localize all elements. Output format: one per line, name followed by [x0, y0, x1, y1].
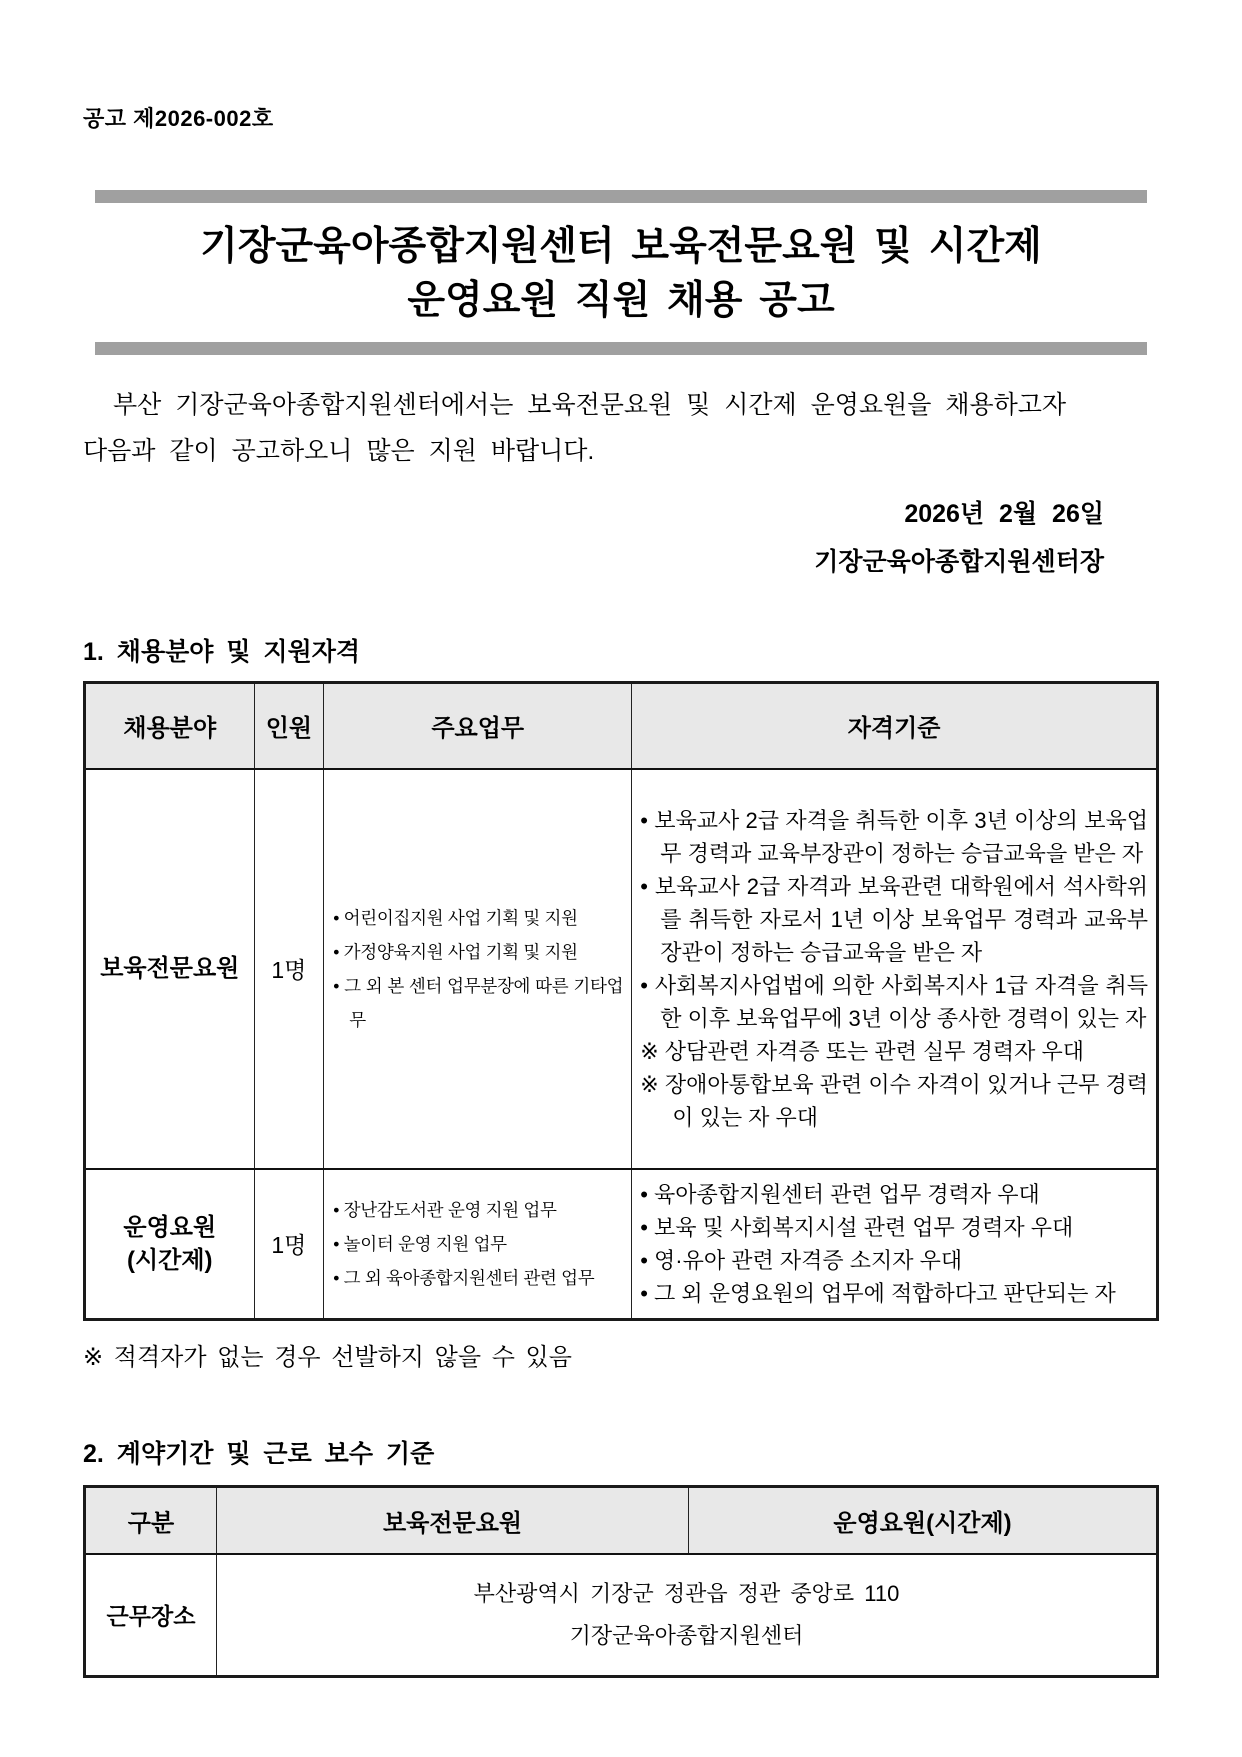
section2-heading: 2. 계약기간 및 근로 보수 기준 [83, 1439, 435, 1468]
title-line-1: 기장군육아종합지원센터 보육전문요원 및 시간제 [200, 225, 1042, 268]
header-category: 구분 [85, 1486, 217, 1554]
field-name: 운영요원 [123, 1213, 217, 1241]
field-name: 보육전문요원 [100, 955, 240, 982]
table-row-operation-staff [85, 1169, 1158, 1320]
qualifications-cell [632, 1169, 1158, 1320]
qualification-item: • 사회복지사업법에 의한 사회복지사 1급 자격을 취득한 이후 보육업무에 3년 이상 종사한 경력이 있는 자 [640, 972, 1148, 1031]
duties-cell [324, 1169, 632, 1320]
title-line-2: 운영요원 직원 채용 공고 [407, 279, 835, 322]
header-duties: 주요업무 [324, 683, 632, 769]
announcement-number: 공고 제2026-002호 [83, 106, 274, 131]
duty-item: • 그 외 본 센터 업무분장에 따른 기타업무 [333, 975, 624, 1030]
qualifications-cell [632, 769, 1158, 1169]
title-block [95, 190, 1147, 355]
table-row-childcare-specialist [85, 769, 1158, 1169]
field-cell [85, 1169, 255, 1320]
recruitment-table [83, 681, 1159, 1321]
date-signer-block [83, 490, 1159, 586]
qualification-note: ※ 상담관련 자격증 또는 관련 실무 경력자 우대 [640, 1038, 1084, 1064]
qualification-item: • 보육교사 2급 자격과 보육관련 대학원에서 석사학위를 취득한 자로서 1년 이상 보육업무 경력과 교육부장관이 정하는 승급교육을 받은 자 [640, 873, 1148, 965]
qualification-note: ※ 장애아통합보육 관련 이수 자격이 있거나 근무 경력이 있는 자 우대 [640, 1071, 1148, 1130]
workplace-address: 부산광역시 기장군 정관읍 정관 중앙로 110 [473, 1580, 900, 1606]
table-row-workplace [85, 1554, 1158, 1676]
workplace-label: 근무장소 [85, 1554, 217, 1676]
table-footnote: ※ 적격자가 없는 경우 선발하지 않을 수 있음 [83, 1343, 572, 1371]
title-bottom-rule [95, 342, 1147, 355]
announcement-date: 2026년 2월 26일 [904, 500, 1104, 528]
duty-item: • 어린이집지원 사업 기획 및 지원 [333, 907, 578, 928]
intro-line-1: 부산 기장군육아종합지원센터에서는 보육전문요원 및 시간제 운영요원을 채용하고자 [113, 391, 1067, 419]
workplace-value [216, 1554, 1157, 1676]
qualification-item: • 보육교사 2급 자격을 취득한 이후 3년 이상의 보육업무 경력과 교육부장관이 정하는 승급교육을 받은 자 [640, 807, 1148, 866]
header-childcare-specialist: 보육전문요원 [216, 1486, 688, 1554]
field-name-sub: (시간제) [126, 1246, 213, 1274]
signer-title: 기장군육아종합지원센터장 [814, 548, 1104, 576]
duty-item: • 그 외 육아종합지원센터 관련 업무 [333, 1267, 595, 1288]
workplace-name: 기장군육아종합지원센터 [569, 1622, 804, 1648]
qualification-item: • 영·유아 관련 자격증 소지자 우대 [640, 1247, 963, 1273]
recruitment-table-header-row [85, 683, 1158, 769]
contract-table [83, 1485, 1159, 1678]
count-cell: 1명 [254, 769, 324, 1169]
intro-line-2: 다음과 같이 공고하오니 많은 지원 바랍니다. [83, 437, 595, 465]
header-operation-staff: 운영요원(시간제) [689, 1486, 1158, 1554]
count-cell: 1명 [254, 1169, 324, 1320]
title-top-rule [95, 190, 1147, 203]
qualification-item: • 육아종합지원센터 관련 업무 경력자 우대 [640, 1181, 1040, 1207]
header-field: 채용분야 [85, 683, 255, 769]
header-qualifications: 자격기준 [632, 683, 1158, 769]
duty-item: • 가정양육지원 사업 기획 및 지원 [333, 941, 578, 962]
qualification-item: • 그 외 운영요원의 업무에 적합하다고 판단되는 자 [640, 1280, 1116, 1306]
contract-table-header-row [85, 1486, 1158, 1554]
section1-heading: 1. 채용분야 및 지원자격 [83, 638, 361, 666]
duty-item: • 장난감도서관 운영 지원 업무 [333, 1199, 557, 1220]
field-cell [85, 769, 255, 1169]
duties-cell [324, 769, 632, 1169]
document-title [95, 203, 1147, 342]
qualification-item: • 보육 및 사회복지시설 관련 업무 경력자 우대 [640, 1214, 1074, 1240]
duty-item: • 놀이터 운영 지원 업무 [333, 1233, 507, 1254]
header-count: 인원 [254, 683, 324, 769]
intro-paragraph [83, 382, 1159, 474]
